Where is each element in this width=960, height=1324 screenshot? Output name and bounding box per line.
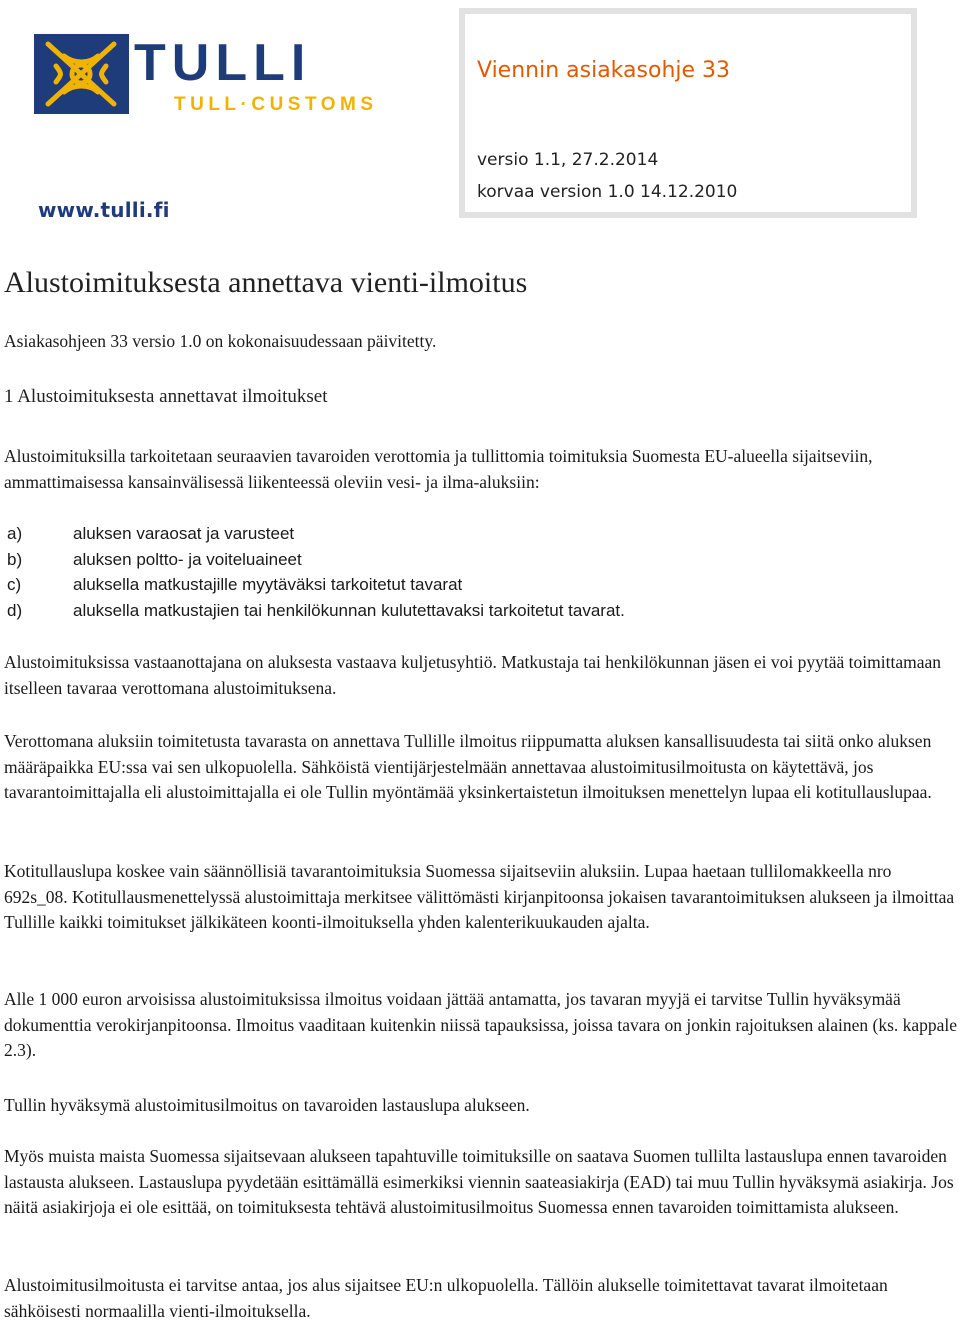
guide-title: Viennin asiakasohje 33	[477, 58, 731, 83]
list-item-text: aluksella matkustajille myytäväksi tarkoitetut tavarat	[73, 575, 463, 595]
website-link[interactable]: www.tulli.fi	[38, 198, 170, 222]
paragraph-3	[4, 729, 958, 806]
list-marker: a)	[7, 524, 23, 543]
tulli-logo	[34, 34, 424, 114]
replaces-version-line: korvaa version 1.0 14.12.2010	[477, 182, 738, 202]
paragraph-2	[4, 650, 958, 701]
list-item	[4, 598, 625, 624]
paragraph-text: Alle 1 000 euron arvoisissa alustoimituksissa ilmoitus voidaan jättää antamatta, jos tavaran myyjä ei tarvitse Tullin hyväksymää dokumenttia verokirjanpitoonsa. Ilmoitus vaaditaan kuitenkin niissä tapauksissa, joissa tavara on jonkin rajoituksen alainen (ks. kappale 2.3).	[4, 989, 958, 1060]
list-item	[4, 572, 625, 598]
list-item	[4, 547, 625, 573]
logo-subtitle: TULL·CUSTOMS	[174, 94, 378, 114]
paragraph-text: Verottomana aluksiin toimitetusta tavarasta on annettava Tullille ilmoitus riippumatta aluksen kansallisuudesta tai siitä onko aluksen määräpaikka EU:ssa vai sen ulkopuolella. Sähköistä vientijärjestelmään annettavaa alustoimitusilmoitusta on käytettävä, jos tavarantoimittajalla eli alustoimittajalla ei ole Tullin myöntämää yksinkertaistetun ilmoituksen menettelyn lupaa eli kotitullauslupaa.	[4, 731, 932, 802]
list-item-text: aluksen poltto- ja voiteluaineet	[73, 549, 302, 569]
paragraph-5	[4, 987, 958, 1064]
guide-info-box	[459, 8, 917, 218]
paragraph-text: Kotitullauslupa koskee vain säännöllisiä tavarantoimituksia Suomessa sijaitseviin aluksiin. Lupaa haetaan tullilomakkeella nro 692s_08. Kotitullausmenettelyssä alustoimittaja merkitsee välittömästi kirjanpitoonsa jokaisen tavarantoimituksen alukseen ja ilmoittaa Tullille kaikki toimitukset jälkikäteen koonti-ilmoituksella yhden kalenterikuukauden ajalta.	[4, 861, 955, 932]
paragraph-4	[4, 859, 958, 936]
paragraph-8	[4, 1273, 958, 1324]
paragraph-6	[4, 1093, 958, 1119]
paragraph-text: Alustoimitusilmoitusta ei tarvitse antaa, jos alus sijaitsee EU:n ulkopuolella. Tällöin alukselle toimitettavat tavarat ilmoitetaan sähköisesti normaalilla vienti-ilmoituksella.	[4, 1275, 888, 1321]
list-marker: d)	[7, 601, 23, 621]
paragraph-text: Tullin hyväksymä alustoimitusilmoitus on tavaroiden lastauslupa alukseen.	[4, 1095, 530, 1115]
page-title: Alustoimituksesta annettava vienti-ilmoitus	[4, 266, 528, 299]
intro-text	[4, 329, 958, 355]
paragraph-7	[4, 1144, 958, 1221]
intro-paragraph: Asiakasohjeen 33 versio 1.0 on kokonaisuudessaan päivitetty.	[4, 331, 437, 351]
section-heading: 1 Alustoimituksesta annettavat ilmoitukset	[4, 386, 328, 407]
list-item-text: aluksella matkustajien tai henkilökunnan kulutettavaksi tarkoitetut tavarat.	[73, 601, 625, 621]
list-marker: c)	[7, 575, 22, 595]
logo-wordmark: TULLI	[134, 34, 312, 92]
goods-list	[4, 521, 625, 624]
paragraph-text: Alustoimituksilla tarkoitetaan seuraavien tavaroiden verottomia ja tullittomia toimituksia Suomesta EU-alueella sijaitseviin, ammattimaisessa kansainvälisessä liikenteessä oleviin vesi- ja ilma-aluksiin:	[4, 446, 873, 492]
version-line: versio 1.1, 27.2.2014	[477, 150, 659, 170]
paragraph-text: Myös muista maista Suomessa sijaitsevaan alukseen tapahtuville toimituksille on saatava Suomen tullilta lastauslupa ennen tavaroiden lastausta alukseen. Lastauslupa pyydetään esittämällä esimerkiksi viennin saateasiakirja (EAD) tai muu Tullin hyväksymä asiakirja. Jos näitä asiakirjoja ei ole esittää, on toimituksesta tehtävä alustoimitusilmoitus Suomessa ennen tavaroiden toimittamista alukseen.	[4, 1146, 954, 1217]
list-item-text: aluksen varaosat ja varusteet	[73, 524, 295, 543]
list-item	[4, 521, 625, 547]
list-marker: b)	[7, 549, 23, 569]
paragraph-1	[4, 444, 958, 495]
paragraph-text: Alustoimituksissa vastaanottajana on aluksesta vastaava kuljetusyhtiö. Matkustaja tai henkilökunnan jäsen ei voi pyytää toimittamaan itselleen tavaraa verottomana alustoimituksena.	[4, 652, 942, 698]
